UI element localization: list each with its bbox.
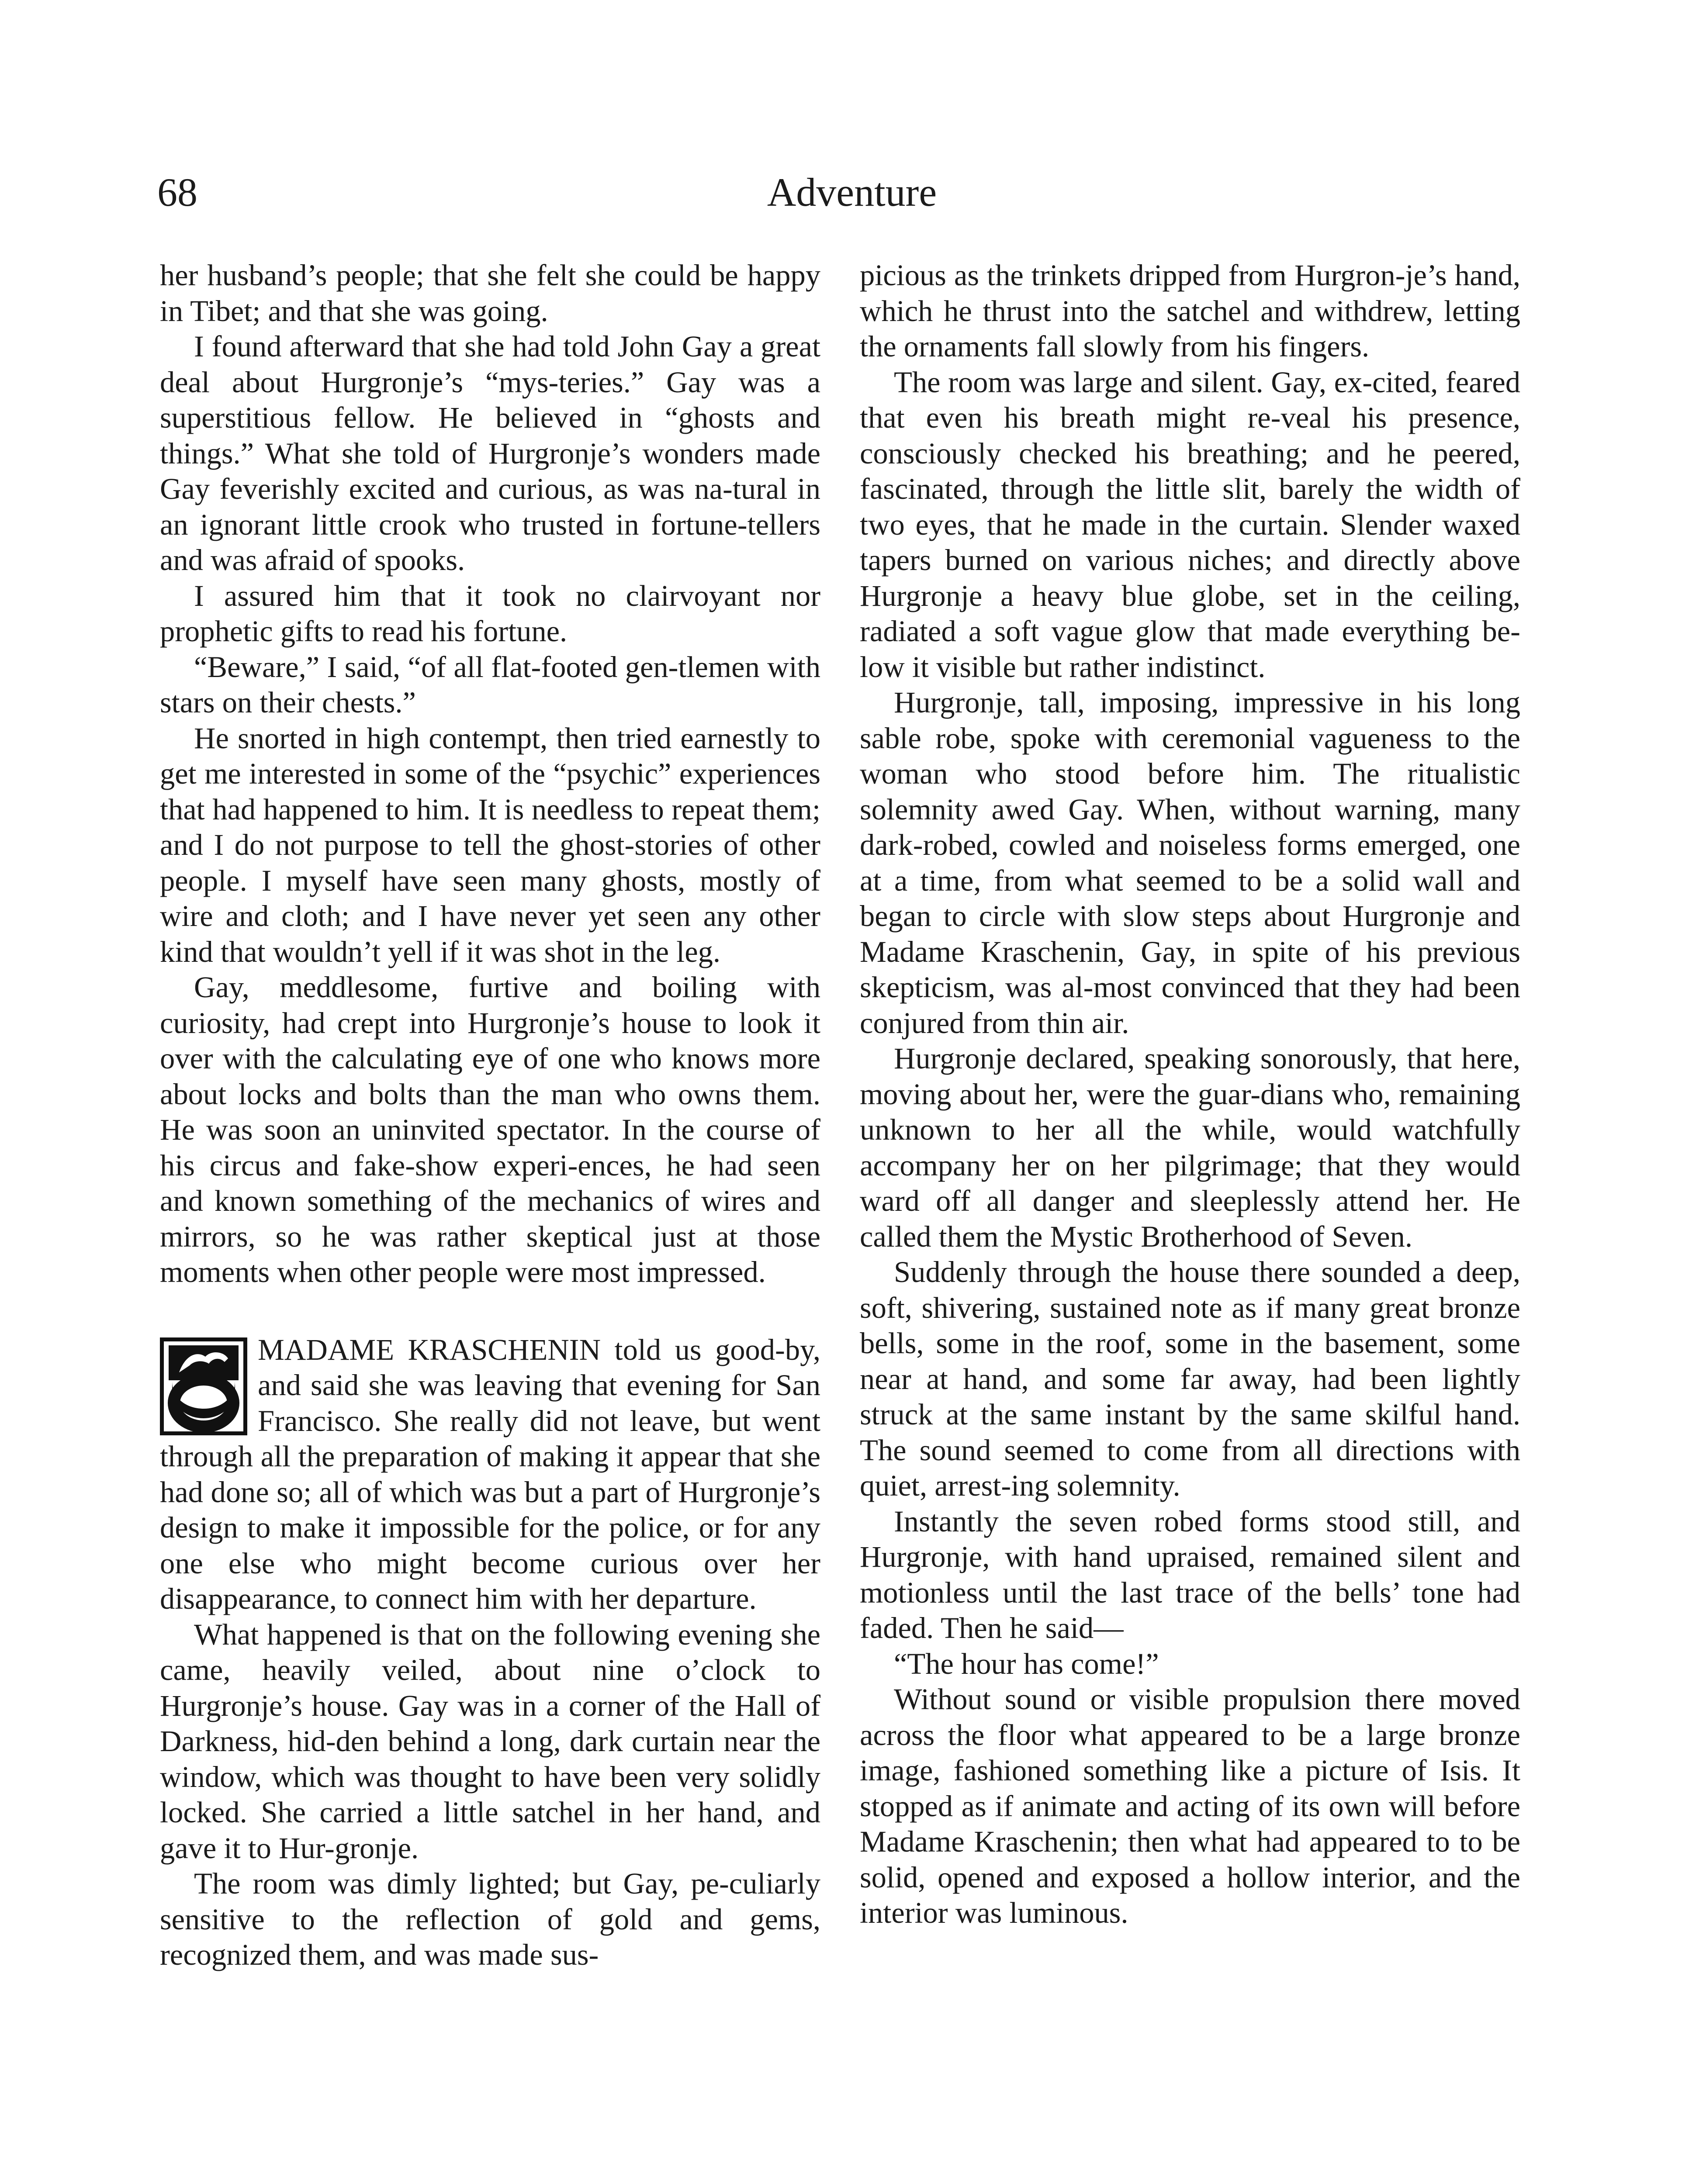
paragraph: The room was dimly lighted; but Gay, pe-culiarly sensitive to the reflection of gold and gems, recognized them, and was made sus- [160,1867,820,1971]
section-opening-paragraph [160,1332,820,1617]
left-column [160,258,820,1973]
paragraph: her husband’s people; that she felt she could be happy in Tibet; and that she was going. [160,259,820,328]
paragraph: “The hour has come!” [894,1647,1159,1680]
paragraph: Hurgronje, tall, imposing, impressive in his long sable robe, spoke with ceremonial vagueness to the woman who stood before him. The ritualistic solemnity awed Gay. When, without warning, many dark-robed, cowled and noiseless forms emerged, one at a time, from what seemed to be a solid wall and began to circle with slow steps about Hurgronje and Madame Kraschenin, Gay, in spite of his previous skepticism, was al-most convinced that they had been conjured from thin air. [860,686,1520,1040]
paragraph: The room was large and silent. Gay, ex-cited, feared that even his breath might re-veal his presence, consciously checked his breathing; and he peered, fascinated, through the little slit, barely the width of two eyes, that he made in the curtain. Slender waxed tapers burned on various niches; and directly above Hurgronje a heavy blue globe, set in the ceiling, radiated a soft vague glow that made everything be-low it visible but rather indistinct. [860,365,1520,684]
paragraph: Without sound or visible propulsion there moved across the floor what appeared to be a large bronze image, fashioned something like a picture of Isis. It stopped as if animate and acting of its own will before Madame Kraschenin; then what had appeared to to be solid, opened and exposed a hollow interior, and the interior was luminous. [860,1683,1520,1929]
paragraph: picious as the trinkets dripped from Hurgron-je’s hand, which he thrust into the satchel and withdrew, letting the ornaments fall slowly from his fingers. [860,259,1520,363]
decorative-initial-s-icon [160,1337,247,1435]
paragraph: I found afterward that she had told John Gay a great deal about Hurgronje’s “mys-teries.” Gay was a superstitious fellow. He believed in “ghosts and things.” What she told of Hurgronje’s wonders made Gay feverishly excited and curious, as was na-tural in an ignorant little crook who trusted in fortune-tellers and was afraid of spooks. [160,330,820,577]
paragraph: Gay, meddlesome, furtive and boiling with curiosity, had crept into Hurgronje’s house to look it over with the calculating eye of one who knows more about locks and bolts than the man who owns them. He was soon an uninvited spectator. In the course of his circus and fake-show experi-ences, he had seen and known something of the mechanics of wires and mirrors, so he was rather skeptical just at those moments when other people were most impressed. [160,971,820,1289]
page-number: 68 [157,170,197,214]
right-column [860,258,1520,1931]
section-paragraph-text: MADAME KRASCHENIN told us good-by, and said she was leaving that evening for San Francisco. She really did not leave, but went through all the preparation of making it appear that she had done so; all of which was but a part of Hurgronje’s design to make it impossible for the police, or for any one else who might become curious over her disappearance, to connect him with her departure. [160,1333,820,1615]
paragraph: Suddenly through the house there sounded a deep, soft, shivering, sustained note as if many great bronze bells, some in the roof, some in the basement, some near at hand, and some far away, had been lightly struck at the same instant by the same skilful hand. The sound seemed to come from all directions with quiet, arrest-ing solemnity. [860,1255,1520,1502]
paragraph: Hurgronje declared, speaking sonorously, that here, moving about her, were the guar-dians who, remaining unknown to her all the while, would watchfully accompany her on her pilgrimage; that they would ward off all danger and sleeplessly attend her. He called them the Mystic Brotherhood of Seven. [860,1042,1520,1253]
paragraph: What happened is that on the following evening she came, heavily veiled, about nine o’clock to Hurgronje’s house. Gay was in a corner of the Hall of Darkness, hid-den behind a long, dark curtain near the window, which was thought to have been very solidly locked. She carried a little satchel in her hand, and gave it to Hur-gronje. [160,1617,820,1865]
paragraph: I assured him that it took no clairvoyant nor prophetic gifts to read his fortune. [160,579,820,648]
paragraph: “Beware,” I said, “of all flat-footed gen-tlemen with stars on their chests.” [160,650,820,719]
running-title: Adventure [767,170,937,214]
paragraph: He snorted in high contempt, then tried earnestly to get me interested in some of the “psychic” experiences that had happened to him. It is needless to repeat them; and I do not purpose to tell the ghost-stories of other people. I myself have seen many ghosts, mostly of wire and cloth; and I have never yet seen any other kind that wouldn’t yell if it was shot in the leg. [160,721,820,968]
paragraph: Instantly the seven robed forms stood still, and Hurgronje, with hand upraised, remained silent and motionless until the last trace of the bells’ tone had faded. Then he said— [860,1504,1520,1645]
